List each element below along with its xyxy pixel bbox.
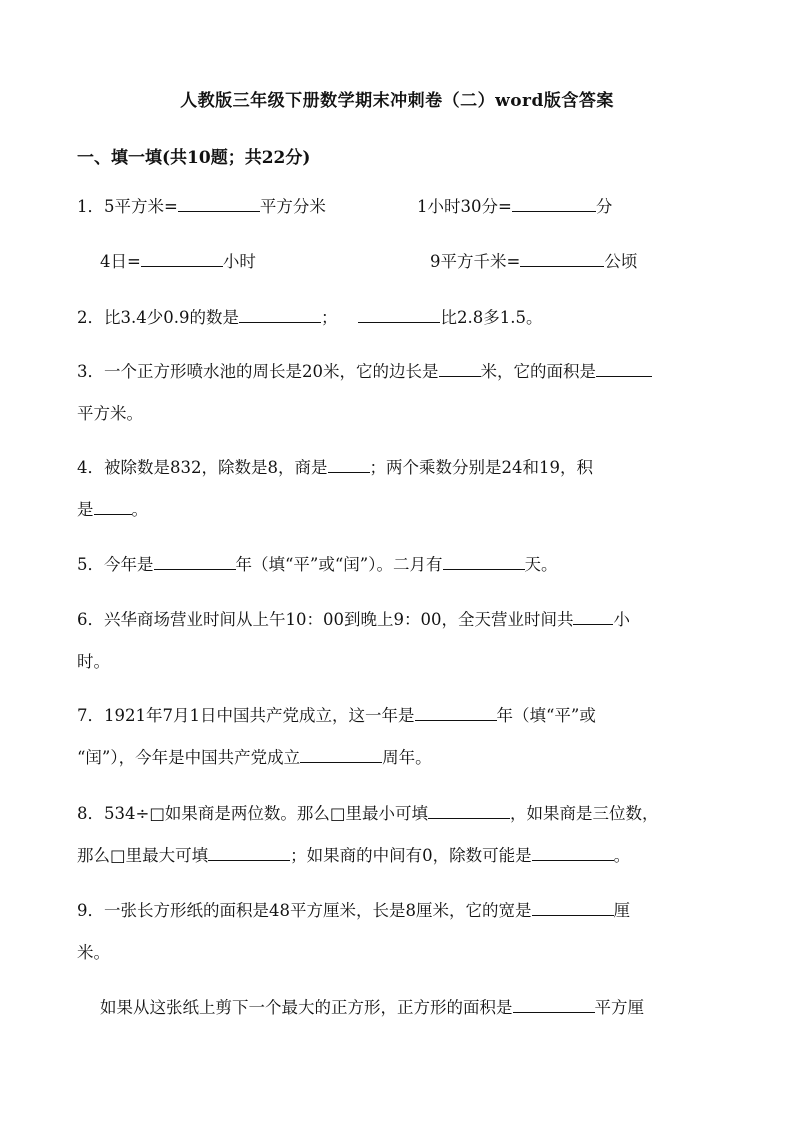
q2-text-end: 比2.8多1.5。 xyxy=(440,308,543,327)
q1b-unit: 分 xyxy=(595,197,613,216)
q7-text-end: 年（填“平”或 xyxy=(496,706,596,725)
answer-blank[interactable] xyxy=(239,306,321,323)
q1b-text: 1小时30分= xyxy=(417,197,512,216)
answer-blank[interactable] xyxy=(596,360,652,377)
q1d-unit: 公顷 xyxy=(604,252,638,271)
answer-blank[interactable] xyxy=(208,844,290,861)
answer-blank[interactable] xyxy=(532,899,614,916)
q9-sub-text-end: 平方厘 xyxy=(594,998,644,1017)
question-1-part-c xyxy=(100,250,256,274)
q8-text-cont: 那么□里最大可填 xyxy=(77,846,209,865)
answer-blank[interactable] xyxy=(141,250,223,267)
q8-text-end: ，如果商是三位数， xyxy=(510,804,659,823)
q6-text-cont: 时。 xyxy=(77,652,110,671)
q1-text: 1．5平方米= xyxy=(77,197,178,216)
q7-text-cont-end: 周年。 xyxy=(382,748,432,767)
answer-blank[interactable] xyxy=(520,250,604,267)
q3-text-mid: 米，它的面积是 xyxy=(480,362,596,381)
q4-text-mid: ；两个乘数分别是24和19，积 xyxy=(369,458,593,477)
q3-text: 3．一个正方形喷水池的周长是20米，它的边长是 xyxy=(77,362,439,381)
answer-blank[interactable] xyxy=(443,553,525,570)
q2-text: 2．比3.4少0.9的数是 xyxy=(77,308,239,327)
question-8-line-2 xyxy=(77,844,630,868)
q5-text-end: 天。 xyxy=(524,555,558,574)
question-1-line-1 xyxy=(77,195,326,219)
answer-blank[interactable] xyxy=(428,802,510,819)
section-heading: 一、填一填(共10题；共22分) xyxy=(77,148,311,168)
q4-text-end: 。 xyxy=(131,500,148,519)
answer-blank[interactable] xyxy=(513,996,595,1013)
q5-text-mid: 年（填“平”或“闰”）。二月有 xyxy=(235,555,443,574)
q8-text-cont-mid: ；如果商的中间有0，除数可能是 xyxy=(290,846,532,865)
question-4-line-2 xyxy=(77,498,148,522)
question-3-line-2 xyxy=(77,402,143,426)
question-7-line-2 xyxy=(77,746,432,770)
q9-sub-text: 如果从这张纸上剪下一个最大的正方形，正方形的面积是 xyxy=(100,998,513,1017)
q8-text-cont-end: 。 xyxy=(613,846,631,865)
q1c-unit: 小时 xyxy=(222,252,256,271)
question-4-line-1 xyxy=(77,456,593,480)
answer-blank[interactable] xyxy=(439,360,481,377)
q4-text: 4．被除数是832，除数是8，商是 xyxy=(77,458,328,477)
question-8-line-1 xyxy=(77,802,659,826)
q5-text: 5．今年是 xyxy=(77,555,154,574)
document-title: 人教版三年级下册数学期末冲刺卷（二）word版含答案 xyxy=(180,91,614,111)
q2-separator: ； xyxy=(320,308,338,327)
q3-text-cont: 平方米。 xyxy=(77,404,143,423)
question-1-part-d xyxy=(430,250,637,274)
answer-blank[interactable] xyxy=(512,195,596,212)
q1c-text: 4日= xyxy=(100,252,141,271)
q4-text-cont: 是 xyxy=(77,500,94,519)
answer-blank[interactable] xyxy=(328,456,370,473)
question-1-part-b xyxy=(417,195,612,219)
question-9-line-1 xyxy=(77,899,630,923)
answer-blank[interactable] xyxy=(532,844,614,861)
answer-blank[interactable] xyxy=(154,553,236,570)
q7-text: 7．1921年7月1日中国共产党成立，这一年是 xyxy=(77,706,415,725)
q1d-text: 9平方千米= xyxy=(430,252,521,271)
question-5 xyxy=(77,553,558,577)
question-6-line-1 xyxy=(77,608,630,632)
q8-text: 8．534÷□如果商是两位数。那么□里最小可填 xyxy=(77,804,428,823)
question-9-sub xyxy=(100,996,644,1020)
answer-blank[interactable] xyxy=(573,608,613,625)
answer-blank[interactable] xyxy=(94,498,132,515)
question-2 xyxy=(77,306,542,330)
answer-blank[interactable] xyxy=(358,306,440,323)
question-9-line-2 xyxy=(77,941,110,965)
q1-unit: 平方分米 xyxy=(259,197,326,216)
q7-text-cont: “闰”），今年是中国共产党成立 xyxy=(77,748,301,767)
q9-text-end: 厘 xyxy=(613,901,630,920)
q6-text: 6．兴华商场营业时间从上午10：00到晚上9：00，全天营业时间共 xyxy=(77,610,574,629)
q9-text-cont: 米。 xyxy=(77,943,110,962)
answer-blank[interactable] xyxy=(178,195,260,212)
question-3-line-1 xyxy=(77,360,652,384)
q6-text-end: 小 xyxy=(613,610,630,629)
q9-text: 9．一张长方形纸的面积是48平方厘米，长是8厘米，它的宽是 xyxy=(77,901,532,920)
question-6-line-2 xyxy=(77,650,110,674)
question-7-line-1 xyxy=(77,704,596,728)
answer-blank[interactable] xyxy=(300,746,382,763)
answer-blank[interactable] xyxy=(415,704,497,721)
